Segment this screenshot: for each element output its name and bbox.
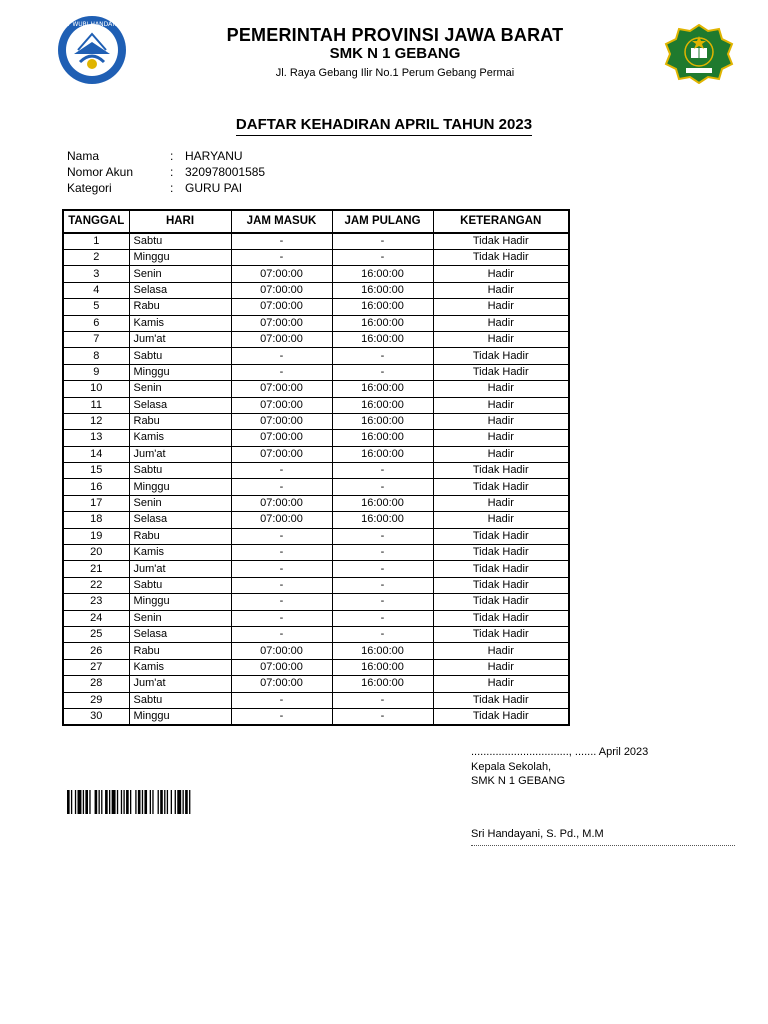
- cell-tanggal: 17: [63, 495, 129, 511]
- cell-hari: Minggu: [129, 364, 231, 380]
- cell-hari: Minggu: [129, 708, 231, 725]
- table-row: [63, 250, 569, 266]
- table-row: [63, 233, 569, 250]
- cell-keterangan: Hadir: [433, 659, 569, 675]
- table-row: [63, 659, 569, 675]
- cell-keterangan: Tidak Hadir: [433, 594, 569, 610]
- cell-hari: Kamis: [129, 430, 231, 446]
- cell-jam-masuk: -: [231, 561, 332, 577]
- table-row: [63, 282, 569, 298]
- table-row: [63, 397, 569, 413]
- cell-jam-masuk: -: [231, 545, 332, 561]
- cell-jam-pulang: -: [332, 692, 433, 708]
- cell-hari: Minggu: [129, 594, 231, 610]
- cell-hari: Kamis: [129, 545, 231, 561]
- table-row: [63, 495, 569, 511]
- cell-hari: Senin: [129, 610, 231, 626]
- cell-jam-pulang: -: [332, 250, 433, 266]
- signature-school: SMK N 1 GEBANG: [471, 775, 566, 787]
- kemenag-logo: [662, 24, 736, 84]
- cell-hari: Rabu: [129, 299, 231, 315]
- cell-jam-pulang: -: [332, 626, 433, 642]
- cell-tanggal: 29: [63, 692, 129, 708]
- cell-jam-masuk: 07:00:00: [231, 397, 332, 413]
- cell-keterangan: Hadir: [433, 676, 569, 692]
- cell-hari: Selasa: [129, 397, 231, 413]
- cell-tanggal: 23: [63, 594, 129, 610]
- cell-tanggal: 18: [63, 512, 129, 528]
- school-name: SMK N 1 GEBANG: [329, 45, 461, 62]
- signature-line: [471, 845, 735, 846]
- cell-hari: Minggu: [129, 479, 231, 495]
- cell-jam-pulang: -: [332, 594, 433, 610]
- cell-jam-pulang: 16:00:00: [332, 397, 433, 413]
- cell-jam-pulang: 16:00:00: [332, 643, 433, 659]
- info-value: 320978001585: [185, 165, 266, 179]
- cell-jam-masuk: -: [231, 528, 332, 544]
- cell-tanggal: 4: [63, 282, 129, 298]
- cell-jam-pulang: 16:00:00: [332, 676, 433, 692]
- cell-keterangan: Tidak Hadir: [433, 233, 569, 250]
- cell-hari: Jum'at: [129, 676, 231, 692]
- table-row: [63, 692, 569, 708]
- cell-tanggal: 13: [63, 430, 129, 446]
- cell-jam-pulang: -: [332, 233, 433, 250]
- cell-jam-masuk: 07:00:00: [231, 381, 332, 397]
- cell-keterangan: Tidak Hadir: [433, 708, 569, 725]
- cell-hari: Sabtu: [129, 348, 231, 364]
- info-colon: :: [170, 165, 174, 179]
- cell-jam-masuk: -: [231, 463, 332, 479]
- cell-hari: Selasa: [129, 626, 231, 642]
- cell-jam-masuk: -: [231, 692, 332, 708]
- cell-tanggal: 9: [63, 364, 129, 380]
- cell-hari: Selasa: [129, 282, 231, 298]
- table-body: [63, 233, 569, 725]
- cell-tanggal: 2: [63, 250, 129, 266]
- cell-jam-pulang: 16:00:00: [332, 413, 433, 429]
- header-tanggal: TANGGAL: [63, 210, 129, 233]
- cell-keterangan: Hadir: [433, 266, 569, 282]
- cell-jam-masuk: 07:00:00: [231, 659, 332, 675]
- signature-role: Kepala Sekolah,: [471, 760, 552, 773]
- cell-jam-masuk: 07:00:00: [231, 446, 332, 462]
- info-label: Kategori: [67, 181, 112, 195]
- cell-jam-pulang: 16:00:00: [332, 512, 433, 528]
- header-keterangan: KETERANGAN: [433, 210, 569, 233]
- cell-tanggal: 3: [63, 266, 129, 282]
- document-title: [0, 116, 768, 136]
- cell-jam-pulang: -: [332, 708, 433, 725]
- cell-jam-masuk: 07:00:00: [231, 676, 332, 692]
- cell-jam-pulang: -: [332, 528, 433, 544]
- cell-jam-pulang: 16:00:00: [332, 430, 433, 446]
- cell-keterangan: Tidak Hadir: [433, 626, 569, 642]
- cell-jam-masuk: 07:00:00: [231, 282, 332, 298]
- table-row: [63, 708, 569, 725]
- signatory-name: Sri Handayani, S. Pd., M.M: [471, 828, 604, 840]
- cell-keterangan: Tidak Hadir: [433, 692, 569, 708]
- table-header-row: [63, 210, 569, 233]
- cell-jam-masuk: -: [231, 610, 332, 626]
- cell-jam-masuk: 07:00:00: [231, 413, 332, 429]
- cell-tanggal: 5: [63, 299, 129, 315]
- cell-tanggal: 20: [63, 545, 129, 561]
- cell-jam-pulang: -: [332, 348, 433, 364]
- cell-jam-masuk: -: [231, 250, 332, 266]
- table-row: [63, 413, 569, 429]
- cell-keterangan: Hadir: [433, 512, 569, 528]
- cell-hari: Sabtu: [129, 233, 231, 250]
- cell-tanggal: 30: [63, 708, 129, 725]
- info-colon: :: [170, 181, 174, 195]
- cell-jam-masuk: -: [231, 233, 332, 250]
- cell-jam-masuk: 07:00:00: [231, 266, 332, 282]
- government-title: PEMERINTAH PROVINSI JAWA BARAT: [226, 25, 564, 45]
- cell-jam-pulang: -: [332, 479, 433, 495]
- cell-keterangan: Tidak Hadir: [433, 577, 569, 593]
- cell-jam-pulang: -: [332, 561, 433, 577]
- cell-jam-pulang: -: [332, 463, 433, 479]
- cell-jam-masuk: 07:00:00: [231, 331, 332, 347]
- info-value: HARYANU: [185, 149, 243, 163]
- table-row: [63, 348, 569, 364]
- cell-jam-masuk: 07:00:00: [231, 512, 332, 528]
- table-row: [63, 463, 569, 479]
- cell-jam-pulang: 16:00:00: [332, 381, 433, 397]
- cell-keterangan: Tidak Hadir: [433, 610, 569, 626]
- cell-hari: Sabtu: [129, 577, 231, 593]
- cell-tanggal: 26: [63, 643, 129, 659]
- cell-tanggal: 1: [63, 233, 129, 250]
- info-label: Nomor Akun: [67, 165, 134, 179]
- cell-keterangan: Hadir: [433, 315, 569, 331]
- info-label: Nama: [67, 149, 100, 163]
- cell-keterangan: Hadir: [433, 430, 569, 446]
- cell-keterangan: Tidak Hadir: [433, 479, 569, 495]
- info-row-name: [67, 149, 467, 165]
- table-row: [63, 315, 569, 331]
- cell-keterangan: Hadir: [433, 643, 569, 659]
- signature-date: ................................, ....... April 2023: [471, 746, 649, 758]
- table-row: [63, 430, 569, 446]
- cell-hari: Senin: [129, 266, 231, 282]
- cell-jam-masuk: 07:00:00: [231, 315, 332, 331]
- table-row: [63, 512, 569, 528]
- cell-jam-pulang: -: [332, 364, 433, 380]
- cell-tanggal: 19: [63, 528, 129, 544]
- cell-hari: Rabu: [129, 643, 231, 659]
- cell-tanggal: 22: [63, 577, 129, 593]
- cell-tanggal: 25: [63, 626, 129, 642]
- cell-tanggal: 8: [63, 348, 129, 364]
- cell-tanggal: 10: [63, 381, 129, 397]
- cell-tanggal: 27: [63, 659, 129, 675]
- barcode-icon: [67, 790, 193, 814]
- employee-info: [67, 149, 467, 197]
- table-row: [63, 331, 569, 347]
- cell-jam-pulang: 16:00:00: [332, 282, 433, 298]
- cell-jam-pulang: 16:00:00: [332, 331, 433, 347]
- cell-keterangan: Tidak Hadir: [433, 528, 569, 544]
- signature-block: [471, 745, 648, 789]
- table-row: [63, 594, 569, 610]
- table-row: [63, 299, 569, 315]
- table-row: [63, 545, 569, 561]
- cell-tanggal: 15: [63, 463, 129, 479]
- cell-jam-masuk: 07:00:00: [231, 299, 332, 315]
- cell-tanggal: 11: [63, 397, 129, 413]
- cell-jam-masuk: -: [231, 577, 332, 593]
- cell-keterangan: Tidak Hadir: [433, 250, 569, 266]
- cell-keterangan: Hadir: [433, 413, 569, 429]
- table-row: [63, 643, 569, 659]
- cell-tanggal: 28: [63, 676, 129, 692]
- cell-tanggal: 24: [63, 610, 129, 626]
- cell-keterangan: Hadir: [433, 331, 569, 347]
- header-hari: HARI: [129, 210, 231, 233]
- header-jam-pulang: JAM PULANG: [332, 210, 433, 233]
- cell-jam-pulang: 16:00:00: [332, 495, 433, 511]
- table-row: [63, 610, 569, 626]
- school-address: Jl. Raya Gebang Ilir No.1 Perum Gebang Permai: [275, 67, 515, 79]
- cell-keterangan: Tidak Hadir: [433, 545, 569, 561]
- cell-hari: Kamis: [129, 659, 231, 675]
- cell-hari: Selasa: [129, 512, 231, 528]
- cell-jam-pulang: -: [332, 610, 433, 626]
- cell-keterangan: Hadir: [433, 397, 569, 413]
- cell-jam-pulang: 16:00:00: [332, 299, 433, 315]
- cell-tanggal: 7: [63, 331, 129, 347]
- cell-jam-pulang: -: [332, 577, 433, 593]
- cell-jam-pulang: 16:00:00: [332, 315, 433, 331]
- cell-hari: Jum'at: [129, 446, 231, 462]
- cell-jam-pulang: 16:00:00: [332, 446, 433, 462]
- cell-hari: Senin: [129, 381, 231, 397]
- cell-jam-masuk: -: [231, 479, 332, 495]
- cell-tanggal: 21: [63, 561, 129, 577]
- cell-hari: Minggu: [129, 250, 231, 266]
- table-row: [63, 446, 569, 462]
- cell-jam-masuk: -: [231, 708, 332, 725]
- letterhead: [0, 0, 768, 100]
- cell-hari: Rabu: [129, 413, 231, 429]
- cell-hari: Jum'at: [129, 331, 231, 347]
- cell-jam-pulang: 16:00:00: [332, 266, 433, 282]
- table-row: [63, 364, 569, 380]
- cell-jam-masuk: -: [231, 626, 332, 642]
- cell-jam-masuk: 07:00:00: [231, 430, 332, 446]
- table-row: [63, 626, 569, 642]
- cell-jam-masuk: -: [231, 594, 332, 610]
- cell-jam-pulang: -: [332, 545, 433, 561]
- cell-keterangan: Hadir: [433, 381, 569, 397]
- document-title-text: DAFTAR KEHADIRAN APRIL TAHUN 2023: [236, 116, 532, 136]
- cell-tanggal: 6: [63, 315, 129, 331]
- cell-hari: Kamis: [129, 315, 231, 331]
- info-colon: :: [170, 149, 174, 163]
- cell-jam-masuk: -: [231, 364, 332, 380]
- svg-text:TUT WURI HANDAYANI: TUT WURI HANDAYANI: [58, 21, 126, 28]
- cell-keterangan: Hadir: [433, 299, 569, 315]
- cell-keterangan: Tidak Hadir: [433, 561, 569, 577]
- info-row-account: [67, 165, 467, 181]
- cell-keterangan: Hadir: [433, 495, 569, 511]
- cell-tanggal: 16: [63, 479, 129, 495]
- cell-tanggal: 12: [63, 413, 129, 429]
- cell-jam-masuk: 07:00:00: [231, 495, 332, 511]
- info-value: GURU PAI: [185, 181, 243, 195]
- table-row: [63, 577, 569, 593]
- cell-tanggal: 14: [63, 446, 129, 462]
- table-row: [63, 528, 569, 544]
- cell-hari: Sabtu: [129, 692, 231, 708]
- table-row: [63, 676, 569, 692]
- table-row: [63, 479, 569, 495]
- cell-jam-masuk: -: [231, 348, 332, 364]
- cell-hari: Senin: [129, 495, 231, 511]
- cell-keterangan: Hadir: [433, 446, 569, 462]
- table-row: [63, 561, 569, 577]
- info-row-category: [67, 181, 467, 197]
- cell-jam-pulang: 16:00:00: [332, 659, 433, 675]
- header-jam-masuk: JAM MASUK: [231, 210, 332, 233]
- cell-keterangan: Hadir: [433, 282, 569, 298]
- cell-keterangan: Tidak Hadir: [433, 348, 569, 364]
- cell-keterangan: Tidak Hadir: [433, 364, 569, 380]
- cell-hari: Jum'at: [129, 561, 231, 577]
- cell-hari: Sabtu: [129, 463, 231, 479]
- cell-jam-masuk: 07:00:00: [231, 643, 332, 659]
- cell-hari: Rabu: [129, 528, 231, 544]
- tut-wuri-handayani-logo: [52, 14, 132, 86]
- cell-keterangan: Tidak Hadir: [433, 463, 569, 479]
- attendance-table: [62, 209, 570, 726]
- table-row: [63, 266, 569, 282]
- table-row: [63, 381, 569, 397]
